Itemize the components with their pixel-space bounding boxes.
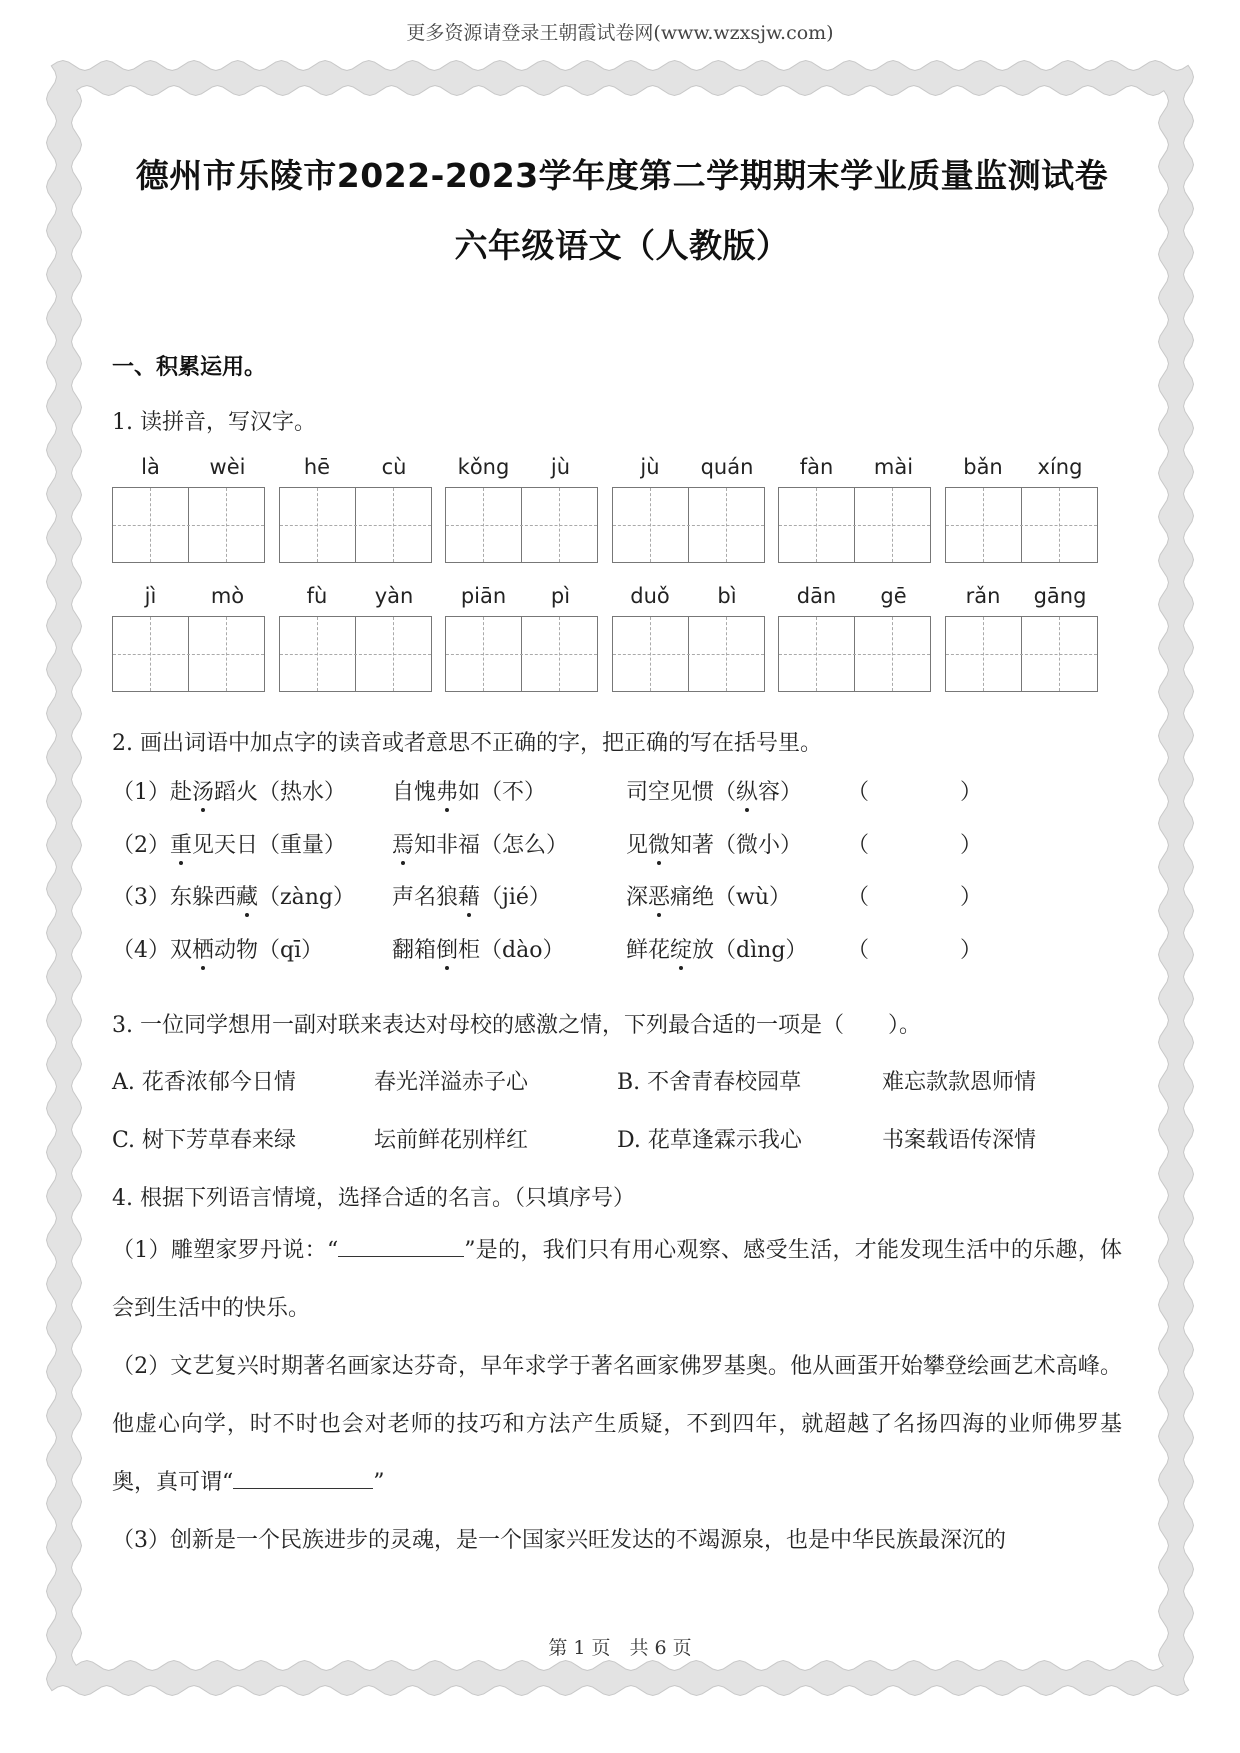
q2-row-c: 鲜花绽放（dìng） <box>626 933 807 964</box>
exam-title: 德州市乐陵市2022-2023学年度第二学期期末学业质量监测试卷 <box>135 156 1109 195</box>
pinyin-label: bǎn <box>963 455 1003 479</box>
writing-box[interactable] <box>279 616 432 692</box>
pinyin-label: quán <box>700 455 754 479</box>
q2-row-open: （ <box>847 832 870 858</box>
question-4-item-3: （3）创新是一个民族进步的灵魂，是一个国家兴旺发达的不竭源泉，也是中华民族最深沉的 <box>112 1528 1007 1553</box>
q4-item2-blank[interactable] <box>233 1466 373 1489</box>
pinyin-label: kǒng <box>457 455 510 479</box>
q2-row-close: ） <box>960 832 983 858</box>
q2-row-open: （ <box>847 937 870 963</box>
writing-box[interactable] <box>945 487 1098 563</box>
q2-row <box>112 828 1132 868</box>
writing-box[interactable] <box>279 487 432 563</box>
q4-item2-text-a: （2）文艺复兴时期著名画家达芬奇，早年求学于著名画家佛罗基奥。他从画蛋开始攀登绘画艺术高峰。他虚心向学，时不时也会对老师的技巧和方法产生质疑，不到四年，就超越了名扬四海的业师佛罗基奥，真可谓“ <box>112 1354 1122 1495</box>
pinyin-cell <box>445 584 600 696</box>
writing-box[interactable] <box>112 616 265 692</box>
q2-row <box>112 775 1132 815</box>
pinyin-cell <box>778 455 933 567</box>
pinyin-cell <box>612 455 767 567</box>
question-4-prompt: 4. 根据下列语言情境，选择合适的名言。（只填序号） <box>112 1186 635 1211</box>
pinyin-label: rǎn <box>965 584 1001 608</box>
q2-row-b: 翻箱倒柜（dào） <box>392 933 564 964</box>
q4-item1-text-b: ”是的，我们只有用心观察、感受生活，才能发现生活中的乐趣，体会到生活中的快乐。 <box>112 1238 1123 1321</box>
q2-row-c: 司空见惯（纵容） <box>626 775 802 806</box>
pinyin-label: fù <box>306 584 328 608</box>
writing-box[interactable] <box>612 616 765 692</box>
q4-item2-text-b: ” <box>373 1470 385 1495</box>
q4-item1-blank[interactable] <box>338 1234 464 1257</box>
pinyin-cell <box>279 584 434 696</box>
writing-box[interactable] <box>445 487 598 563</box>
pinyin-label: piān <box>460 584 507 608</box>
pinyin-label: gāng <box>1033 584 1087 608</box>
watermark-text: 更多资源请登录王朝霞试卷网(www.wzxsjw.com) <box>406 22 834 44</box>
pinyin-label: bì <box>717 584 737 608</box>
writing-box[interactable] <box>112 487 265 563</box>
pinyin-label: là <box>141 455 160 479</box>
writing-box[interactable] <box>778 616 931 692</box>
q2-row <box>112 933 1132 973</box>
option-a-line-1: A. 花香浓郁今日情 <box>112 1070 296 1095</box>
pinyin-cell <box>945 455 1100 567</box>
q2-row <box>112 880 1132 920</box>
pinyin-label: yàn <box>374 584 414 608</box>
pinyin-cell <box>945 584 1100 696</box>
pinyin-label: mò <box>210 584 245 608</box>
pinyin-label: fàn <box>799 455 834 479</box>
q2-row-c: 深恶痛绝（wù） <box>626 880 791 911</box>
q4-item1-text-a: （1）雕塑家罗丹说：“ <box>112 1238 339 1263</box>
q2-row-close: ） <box>960 780 983 805</box>
writing-box[interactable] <box>778 487 931 563</box>
q2-row-c: 见微知著（微小） <box>626 828 802 859</box>
writing-box[interactable] <box>945 616 1098 692</box>
pinyin-label: mài <box>873 455 914 479</box>
question-2-prompt: 2. 画出词语中加点字的读音或者意思不正确的字，把正确的写在括号里。 <box>112 731 822 756</box>
pinyin-label: dān <box>796 584 837 608</box>
q2-row-b: 自愧弗如（不） <box>392 775 546 806</box>
pinyin-cell <box>778 584 933 696</box>
writing-box[interactable] <box>445 616 598 692</box>
exam-subtitle: 六年级语文（人教版） <box>454 226 790 265</box>
pinyin-cell <box>445 455 600 567</box>
pinyin-grid-row-1 <box>112 455 1122 567</box>
option-a-line-2: 春光洋溢赤子心 <box>374 1070 529 1095</box>
pinyin-cell <box>279 455 434 567</box>
question-1-prompt: 1. 读拼音，写汉字。 <box>112 410 316 435</box>
q2-row-a: （1）赴汤蹈火（热水） <box>112 775 346 806</box>
option-c-line-1: C. 树下芳草春来绿 <box>112 1128 297 1153</box>
question-4-item-2 <box>112 1338 1122 1512</box>
pinyin-label: duǒ <box>630 584 670 608</box>
q2-row-open: （ <box>847 885 870 910</box>
pinyin-label: jù <box>550 455 571 479</box>
pinyin-label: jì <box>144 584 157 608</box>
section-heading: 一、积累运用。 <box>112 355 267 380</box>
question-4-item-1 <box>112 1222 1122 1338</box>
pinyin-label: jù <box>640 455 660 479</box>
q2-row-a: （3）东躲西藏（zàng） <box>112 880 355 911</box>
pinyin-label: wèi <box>209 455 246 479</box>
pinyin-label: gē <box>880 584 907 608</box>
option-b-line-1: B. 不舍青春校园草 <box>617 1070 802 1095</box>
writing-box[interactable] <box>612 487 765 563</box>
option-c-line-2: 坛前鲜花别样红 <box>374 1128 529 1153</box>
q2-row-close: ） <box>960 885 983 910</box>
q2-row-b: 焉知非福（怎么） <box>392 828 568 859</box>
option-d-line-1: D. 花草逢霖示我心 <box>617 1128 802 1153</box>
pinyin-cell <box>112 455 267 567</box>
question-3-prompt: 3. 一位同学想用一副对联来表达对母校的感激之情，下列最合适的一项是（ ）。 <box>112 1013 921 1038</box>
q2-row-b: 声名狼藉（jié） <box>392 880 551 911</box>
pinyin-label: cù <box>381 455 407 479</box>
pinyin-label: hē <box>303 455 331 479</box>
q2-row-a: （4）双栖动物（qī） <box>112 933 323 964</box>
pinyin-cell <box>112 584 267 696</box>
q2-row-open: （ <box>847 780 870 805</box>
pinyin-cell <box>612 584 767 696</box>
pinyin-grid-row-2 <box>112 584 1122 696</box>
page-footer: 第 1 页 共 6 页 <box>548 1637 692 1659</box>
pinyin-label: xíng <box>1037 455 1083 479</box>
q2-row-a: （2）重见天日（重量） <box>112 828 346 859</box>
option-b-line-2: 难忘款款恩师情 <box>882 1070 1037 1095</box>
option-d-line-2: 书案载语传深情 <box>882 1128 1037 1153</box>
pinyin-label: pì <box>550 584 571 608</box>
q2-row-close: ） <box>960 937 983 963</box>
